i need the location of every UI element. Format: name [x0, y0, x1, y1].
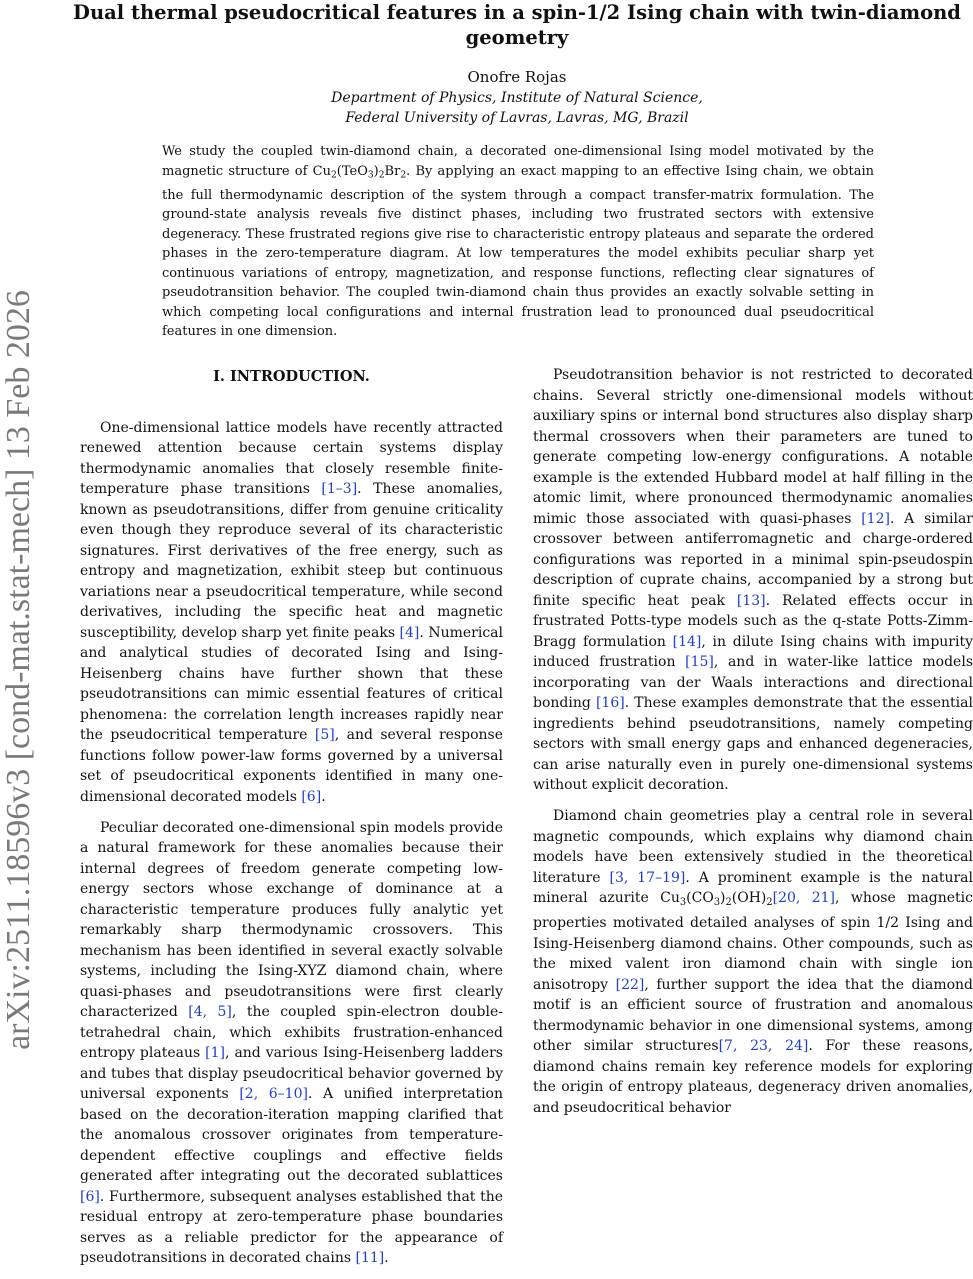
- intro-paragraph-1: One-dimensional lattice models have recently attracted renewed attention because certain systems display thermodynamic anomalies that closely resemble finite-temperature phase transitions [1–3]. These anomalies, known as pseudotransitions, differ from genuine criticality even though they reproduce several of its characteristic signatures. First derivatives of the free energy, such as entropy and magnetization, exhibit steep but continuous variations near a pseudocritical temperature, while second derivatives, including the specific heat and magnetic susceptibility, develop sharp yet finite peaks [4]. Numerical and analytical studies of decorated Ising and Ising-Heisenberg chains have further shown that these pseudotransitions can mimic essential features of critical phenomena: the correlation length increases rapidly near the pseudocritical temperature [5], and several response functions follow power-law forms governed by a universal set of pseudocritical exponents identified in many one-dimensional decorated models [6].: [80, 419, 504, 805]
- author-name: Onofre Rojas: [467, 68, 567, 86]
- citation-link[interactable]: [6]: [80, 1188, 100, 1205]
- citation-link[interactable]: [7, 23, 24]: [718, 1038, 809, 1055]
- citation-link[interactable]: [1–3]: [321, 481, 358, 497]
- paper-title: Dual thermal pseudocritical features in a spin-1/2 Ising chain with twin-diamond geometry: [73, 1, 961, 49]
- affiliation-line-2: Federal University of Lavras, Lavras, MG, Brazil: [345, 109, 689, 126]
- affiliation-line-1: Department of Physics, Institute of Natural Science,: [331, 90, 703, 106]
- section-heading-introduction: I. INTRODUCTION.: [213, 368, 370, 385]
- right-column: [533, 365, 973, 1129]
- citation-link[interactable]: [13]: [736, 592, 766, 609]
- abstract: [162, 142, 874, 342]
- intro-paragraph-2: Peculiar decorated one-dimensional spin models provide a natural framework for these anomalies because their internal degrees of freedom generate competing low-energy sectors whose exchange of dominance at a characteristic temperature produces fully analytic yet remarkably sharp thermodynamic crossovers. This mechanism has been identified in several exactly solvable systems, including the Ising-XYZ diamond chain, where quasi-phases and pseudotransitions were first clearly characterized [4, 5], the coupled spin-electron double-tetrahedral chain, which exhibits frustration-enhanced entropy plateaus [1], and various Ising-Heisenberg ladders and tubes that display pseudocritical behavior governed by universal exponents [2, 6–10]. A unified interpretation based on the decoration-iteration mapping clarified that the anomalous crossover originates from temperature-dependent effective couplings and effective fields generated after integrating out the decorated sublattices [6]. Furthermore, subsequent analyses established that the residual entropy at zero-temperature phase boundaries serves as a reliable predictor for the appearance of pseudotransitions in decorated chains [11].: [80, 819, 503, 1266]
- citation-link[interactable]: [1]: [205, 1045, 225, 1061]
- citation-link[interactable]: [5]: [314, 727, 335, 743]
- citation-link[interactable]: [2, 6–10]: [239, 1086, 308, 1102]
- citation-link[interactable]: [20, 21]: [772, 890, 836, 906]
- citation-link[interactable]: [16]: [595, 695, 625, 711]
- intro-paragraph-3: Pseudotransition behavior is not restricted to decorated chains. Several strictly one-dimensional models without auxiliary spins or internal bond structures also display sharp thermal crossovers when their parameters are tuned to generate competing low-energy configurations. A notable example is the extended Hubbard model at half filling in the atomic limit, where pronounced thermodynamic anomalies mimic those associated with quasi-phases [12]. A similar crossover between antiferromagnetic and charge-ordered configurations was reported in a minimal spin-pseudospin description of cuprate chains, accompanied by a strong but finite specific heat peak [13]. Related effects occur in frustrated Potts-type models such as the q-state Potts-Zimm-Bragg formulation [14], in dilute Ising chains with impurity induced frustration [15], and in water-like lattice models incorporating van der Waals interactions and directional bonding [16]. These examples demonstrate that the essential ingredients behind pseudotransitions, namely competing sectors with small energy gaps and enhanced degeneracies, can arise naturally even in purely one-dimensional systems without explicit decoration.: [533, 367, 973, 793]
- citation-link[interactable]: [4, 5]: [188, 1004, 232, 1020]
- arxiv-identifier: arXiv:2511.18596v3 [cond-mat.stat-mech] 13 Feb 2026: [0, 290, 37, 1050]
- citation-link[interactable]: [3, 17–19]: [609, 869, 686, 886]
- citation-link[interactable]: [11]: [355, 1250, 385, 1266]
- abstract-text: We study the coupled twin-diamond chain, a decorated one-dimensional Ising model motivated by the magnetic structure of $Cu_2(TeO_3)_2Br_2$. By applying an exact mapping to an effective Ising chain, we obtain the full thermodynamic description of the system through a compact transfer-matrix formulation. The ground-state analysis reveals five distinct phases, including two frustrated sectors with extensive degeneracy. These frustrated regions give rise to characteristic entropy plateaus and separate the ordered phases in the zero-temperature diagram. At low temperatures the model exhibits peculiar sharp yet continuous variations of entropy, magnetization, and response functions, reflecting clear signatures of pseudotransition behavior. The coupled twin-diamond chain thus provides an exactly solvable setting in which competing local configurations and internal frustration lead to pronounced dual pseudocritical features in one dimension.: [162, 144, 874, 340]
- affiliation: [62, 89, 972, 128]
- citation-link[interactable]: [14]: [672, 633, 702, 650]
- citation-link[interactable]: [15]: [685, 654, 714, 670]
- citation-link[interactable]: [12]: [861, 510, 890, 527]
- intro-paragraph-4: Diamond chain geometries play a central role in several magnetic compounds, which explains why diamond chain models have been extensively studied in the theoretical literature [3, 17–19]. A prominent example is the natural mineral azurite $Cu_3(CO_3)_2(OH)_2[20$, 21], whose magnetic properties motivated detailed analyses of spin 1/2 Ising and Ising-Heisenberg diamond chains. Other compounds, such as the mixed valent iron diamond chain with single ion anisotropy [22], further support the idea that the diamond motif is an efficient source of frustration and anomalous thermodynamic behavior in one dimensional systems, among other similar structures[7, 23, 24]. For these reasons, diamond chains remain key reference models for exploring the origin of entropy plateaus, degeneracy driven anomalies, and pseudocritical behavior: [533, 808, 973, 1116]
- citation-link[interactable]: [4]: [399, 624, 420, 641]
- citation-link[interactable]: [22]: [615, 976, 645, 993]
- citation-link[interactable]: [6]: [301, 788, 322, 805]
- left-column: [80, 365, 503, 1279]
- arxiv-sidebar: [0, 245, 38, 1095]
